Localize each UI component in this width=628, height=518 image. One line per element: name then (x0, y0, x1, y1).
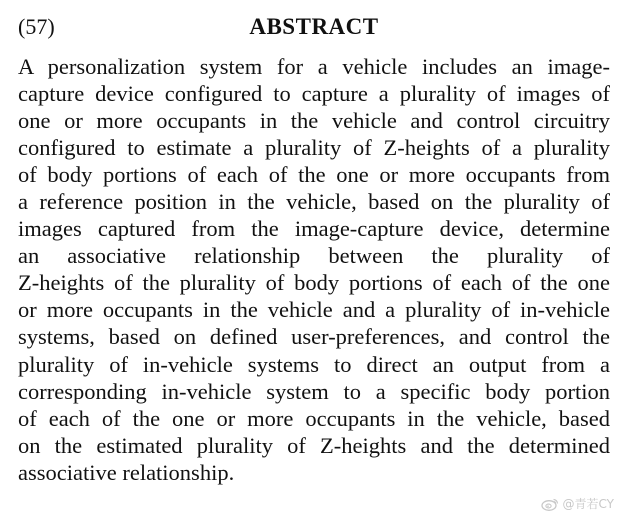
abstract-line-last: associative relationship. (18, 459, 235, 485)
abstract-line: corresponding in-vehicle system to a specific body portion (18, 378, 610, 404)
abstract-line: a reference position in the vehicle, based on the plurality of (18, 189, 610, 215)
abstract-line: or more occupants in the vehicle and a plurality of in-vehicle (18, 297, 610, 323)
abstract-line: capture device configured to capture a plurality of images of (18, 81, 610, 107)
abstract-line: of each of the one or more occupants in the vehicle, based (18, 405, 610, 431)
section-code: (57) (18, 14, 55, 39)
abstract-line: images captured from the image-capture device, determine (18, 216, 610, 242)
abstract-line: an associative relationship between the plurality of (18, 243, 610, 269)
abstract-line: one or more occupants in the vehicle and control circuitry (18, 108, 610, 134)
abstract-line: A personalization system for a vehicle includes an image- (18, 54, 610, 79)
abstract-line: on the estimated plurality of Z-heights and the determined (18, 432, 610, 458)
abstract-body (18, 53, 610, 486)
weibo-icon (541, 497, 559, 511)
abstract-header (18, 11, 610, 43)
abstract-line: Z-heights of the plurality of body portions of each of the one (18, 270, 610, 296)
abstract-line: systems, based on defined user-preferences, and control the (18, 324, 610, 350)
abstract-line: of body portions of each of the one or more occupants from (18, 162, 610, 188)
abstract-title: ABSTRACT (249, 14, 379, 39)
watermark-text: @青若CY (562, 497, 614, 511)
abstract-line: configured to estimate a plurality of Z-heights of a plurality (18, 135, 610, 161)
abstract-line: plurality of in-vehicle systems to direct an output from a (18, 351, 610, 377)
watermark (541, 495, 615, 512)
